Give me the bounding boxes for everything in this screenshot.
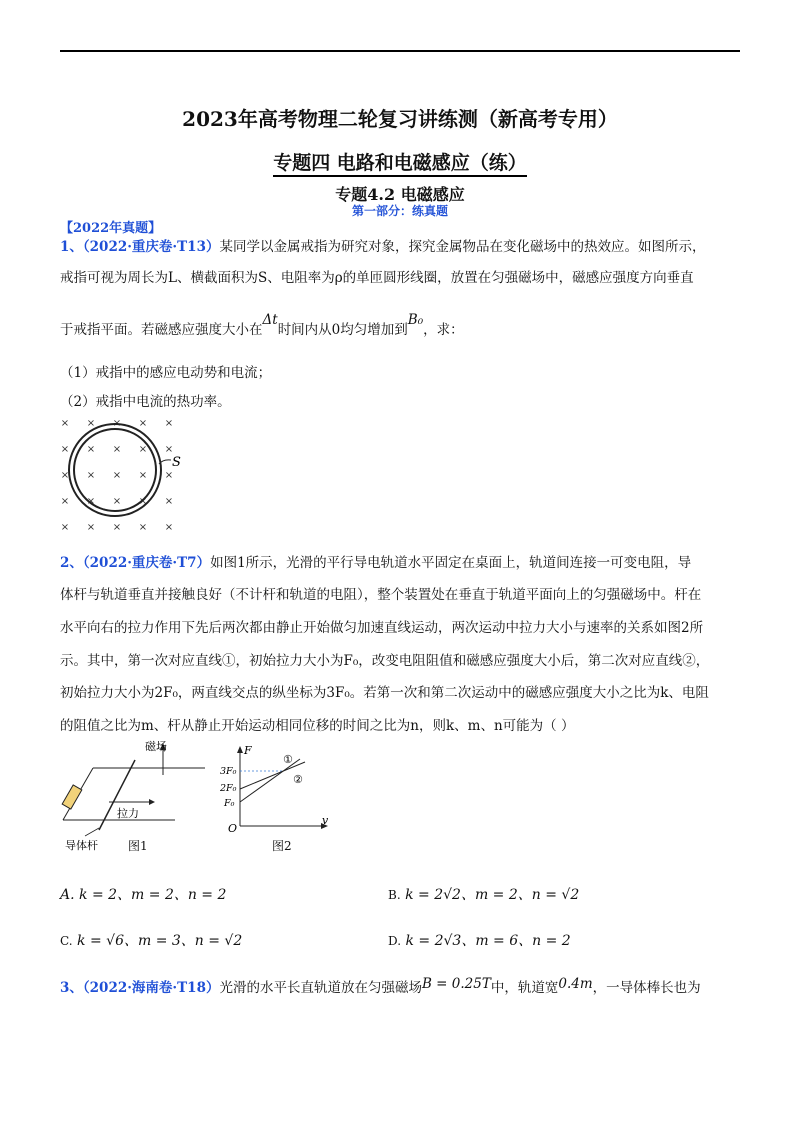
svg-text:×: × bbox=[86, 522, 96, 533]
svg-text:×: × bbox=[60, 496, 70, 507]
svg-text:×: × bbox=[60, 418, 70, 429]
force-arrowhead bbox=[149, 799, 155, 805]
q2-line3: 水平向右的拉力作用下先后两次都由静止开始做匀加速直线运动，两次运动中拉力大小与速率的关系如图2所 bbox=[60, 620, 704, 636]
q2-source: （2022·重庆卷·T7） bbox=[82, 555, 211, 571]
q3-text-c: ，一导体棒长也为 bbox=[592, 980, 701, 996]
option-b-label: B. bbox=[388, 888, 401, 902]
tick-2f0: 2F₀ bbox=[220, 783, 237, 794]
chapter-title bbox=[0, 148, 800, 175]
svg-text:×: × bbox=[164, 418, 174, 429]
svg-text:×: × bbox=[164, 444, 174, 455]
q1-sub2: （2）戒指中电流的热功率。 bbox=[60, 394, 231, 410]
q1-text3a: 于戒指平面。若磁感应强度大小在 bbox=[60, 322, 263, 338]
svg-text:×: × bbox=[86, 444, 96, 455]
q1-dt: Δt bbox=[262, 312, 278, 328]
q3-width: 0.4m bbox=[558, 976, 593, 992]
svg-text:×: × bbox=[112, 444, 122, 455]
option-c bbox=[60, 930, 242, 950]
option-b-text: k = 2√2、m = 2、n = √2 bbox=[405, 887, 580, 903]
q1-line1 bbox=[60, 237, 740, 257]
svg-text:×: × bbox=[86, 470, 96, 481]
option-d-text: k = 2√3、m = 6、n = 2 bbox=[405, 933, 571, 949]
force-velocity-graph bbox=[220, 744, 340, 834]
q2-line6: 的阻值之比为m、杆从静止开始运动相同位移的时间之比为n，则k、m、n可能为（ ） bbox=[60, 718, 575, 734]
q3-line1 bbox=[60, 978, 740, 998]
svg-text:×: × bbox=[60, 444, 70, 455]
q1-number: 1、 bbox=[60, 239, 83, 255]
q3-source: （2022·海南卷·T18） bbox=[82, 980, 220, 996]
svg-text:×: × bbox=[138, 496, 148, 507]
q1-text1: 某同学以金属戒指为研究对象，探究金属物品在变化磁场中的热效应。如图所示， bbox=[219, 239, 706, 255]
q1-source: （2022·重庆卷·T13） bbox=[82, 239, 220, 255]
q1-line2: 戒指可视为周长为L、横截面积为S、电阻率为ρ的单匝圆形线圈，放置在匀强磁场中，磁感应强度方向垂直 bbox=[60, 270, 694, 286]
ring-figure bbox=[55, 412, 195, 537]
svg-text:×: × bbox=[60, 522, 70, 533]
q1-sub1: （1）戒指中的感应电动势和电流； bbox=[60, 365, 272, 381]
svg-text:×: × bbox=[86, 496, 96, 507]
q3-text-a: 光滑的水平长直轨道放在匀强磁场 bbox=[219, 980, 422, 996]
q3-b: B = 0.25T bbox=[421, 976, 491, 992]
svg-text:×: × bbox=[60, 470, 70, 481]
option-c-label: C. bbox=[60, 934, 73, 948]
svg-text:×: × bbox=[164, 470, 174, 481]
option-c-text: k = √6、m = 3、n = √2 bbox=[77, 933, 243, 949]
svg-text:×: × bbox=[112, 418, 122, 429]
force-label: 拉力 bbox=[117, 807, 139, 820]
svg-text:×: × bbox=[112, 470, 122, 481]
svg-text:×: × bbox=[138, 522, 148, 533]
svg-text:×: × bbox=[138, 470, 148, 481]
svg-text:×: × bbox=[86, 418, 96, 429]
fig1-caption: 图1 bbox=[128, 839, 148, 853]
option-a: A. k = 2、m = 2、n = 2 bbox=[60, 887, 227, 903]
fig2-caption: 图2 bbox=[272, 839, 292, 853]
variable-resistor bbox=[62, 785, 82, 809]
q2-line2: 体杆与轨道垂直并接触良好（不计杆和轨道的电阻），整个装置处在垂直于轨道平面向上的匀强磁场中。杆在 bbox=[60, 587, 702, 603]
origin-label: O bbox=[228, 822, 238, 834]
topic-title: 专题4.2 电磁感应 bbox=[335, 185, 465, 204]
svg-text:×: × bbox=[138, 444, 148, 455]
q2-number: 2、 bbox=[60, 555, 83, 571]
f-axis-arrow bbox=[237, 746, 243, 753]
q2-line1 bbox=[60, 553, 740, 573]
q3-text-b: 中，轨道宽 bbox=[490, 980, 559, 996]
q3-number: 3、 bbox=[60, 980, 83, 996]
option-d-label: D. bbox=[388, 934, 402, 948]
section-label: 【2022年真题】 bbox=[60, 221, 162, 236]
document-title: 2023年高考物理二轮复习讲练测（新高考专用） bbox=[182, 107, 618, 131]
svg-text:×: × bbox=[112, 522, 122, 533]
q1-text3b: 时间内从0均匀增加到 bbox=[277, 322, 408, 338]
q2-line4: 示。其中，第一次对应直线①，初始拉力大小为F₀，改变电阻阻值和磁感应强度大小后，第二次对应直线②， bbox=[60, 653, 710, 669]
f-axis-label: F bbox=[244, 744, 252, 757]
q1-b0: B₀ bbox=[407, 312, 424, 328]
rod-leader bbox=[85, 828, 99, 836]
q2-line5: 初始拉力大小为2F₀，两直线交点的纵坐标为3F₀。若第一次和第二次运动中的磁感应强度大小之比为k、电阻 bbox=[60, 685, 709, 701]
svg-text:×: × bbox=[164, 496, 174, 507]
tick-3f0: 3F₀ bbox=[220, 766, 237, 777]
line-2-label: ② bbox=[293, 773, 303, 786]
field-label: 磁场 bbox=[145, 740, 167, 753]
q1-line3 bbox=[60, 312, 740, 340]
svg-text:×: × bbox=[164, 522, 174, 533]
top-rule bbox=[60, 50, 740, 52]
line-1-label: ① bbox=[283, 753, 293, 766]
chapter-title-text: 专题四 电路和电磁感应（练） bbox=[273, 152, 527, 177]
part-title: 第一部分：练真题 bbox=[351, 204, 448, 218]
option-d bbox=[388, 930, 571, 950]
tick-f0: F₀ bbox=[224, 798, 235, 809]
svg-text:×: × bbox=[112, 496, 122, 507]
v-axis-label: v bbox=[322, 814, 329, 827]
option-b bbox=[388, 884, 579, 904]
rod-label: 导体杆 bbox=[65, 839, 98, 852]
q1-text3c: ，求： bbox=[423, 322, 464, 338]
q2-text1: 如图1所示，光滑的平行导电轨道水平固定在桌面上，轨道间连接一可变电阻，导 bbox=[210, 555, 692, 571]
s-label: S bbox=[172, 455, 181, 470]
svg-text:×: × bbox=[138, 418, 148, 429]
